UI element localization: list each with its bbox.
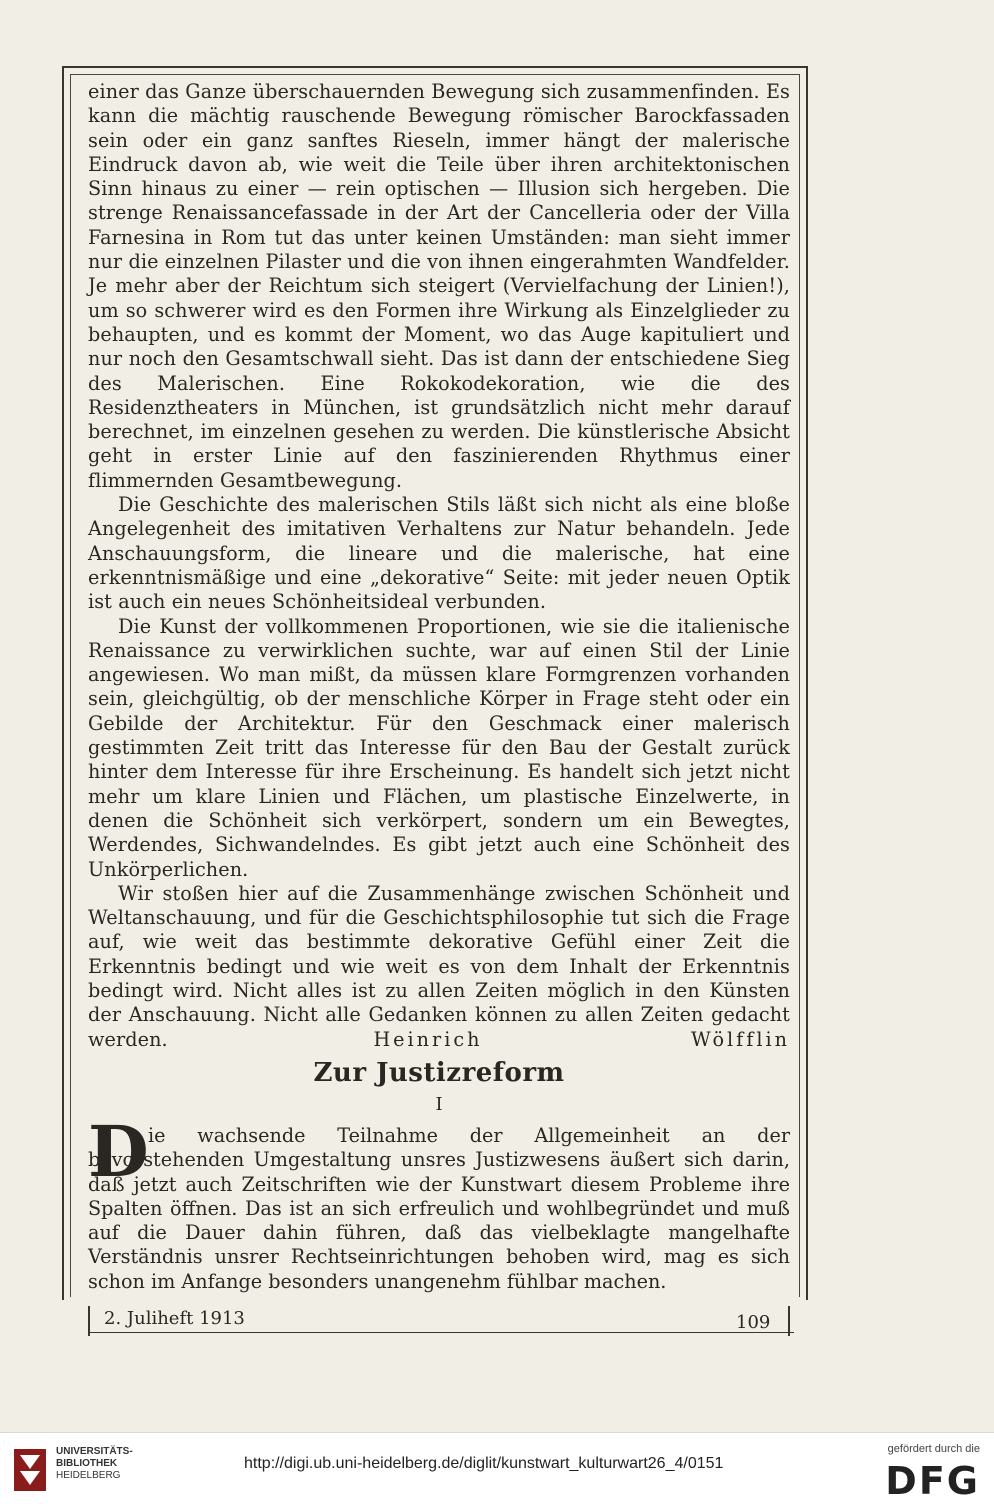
viewer-bottom-bar	[0, 1432, 994, 1507]
footer-left-bar	[88, 1306, 90, 1336]
author-signature: Heinrich Wölfflin	[373, 1027, 790, 1051]
library-line-3: HEIDELBERG	[56, 1470, 121, 1481]
dfg-logo: DFG	[885, 1459, 980, 1503]
section-body	[88, 1124, 790, 1294]
paragraph-3: Die Kunst der vollkommenen Proportionen, wie sie die italienische Renaissance zu verwirklichen suchte, war auf einen Stil der Linie angewiesen. Wo man mißt, da müssen klare Formgrenzen vorhanden sein, gleichgültig, ob der menschliche Körper in Frage steht oder ein Gebilde der Architektur. Für den Geschmack einer malerisch gestimmten Zeit tritt das Interesse für den Bau der Gestalt zurück hinter dem Interesse für ihre Erscheinung. Es handelt sich jetzt nicht mehr um klare Linien und Flächen, um plastische Einzelwerte, in denen die Schönheit sich verkörpert, sondern um ein Bewegtes, Werdendes, Sichwandelndes. Es gibt jetzt auch eine Schönheit des Unkörperlichen.	[88, 614, 790, 881]
permalink-url[interactable]: http://digi.ub.uni-heidelberg.de/diglit/kunstwart_kulturwart26_4/0151	[244, 1455, 724, 1472]
footer-issue: 2. Juliheft 1913	[104, 1308, 245, 1329]
article-text	[88, 80, 790, 1052]
footer-page-number: 109	[736, 1312, 771, 1333]
library-line-2: BIBLIOTHEK	[56, 1458, 118, 1469]
section-number: I	[435, 1094, 443, 1115]
funding-label: gefördert durch die	[887, 1443, 980, 1455]
drop-cap: D	[88, 1110, 149, 1193]
footer-right-bar	[788, 1306, 790, 1336]
paragraph-4	[88, 882, 790, 1052]
university-library-logo-icon	[12, 1447, 48, 1493]
library-line-1: UNIVERSITÄTS-	[56, 1446, 133, 1457]
paragraph-2: Die Geschichte des malerischen Stils läßt sich nicht als eine bloße Angelegenheit des imitativen Verhaltens zur Natur behandeln. Jede Anschauungsform, die lineare und die malerische, hat eine erkenntnismäßige und eine „dekorative“ Seite: mit jeder neuen Optik ist auch ein neues Schönheitsideal verbunden.	[88, 493, 790, 614]
section-paragraph	[88, 1124, 790, 1294]
paragraph-1: einer das Ganze überschauernden Bewegung sich zusammenfinden. Es kann die mächtig rauschende Bewegung römischer Barockfassaden sein oder ein ganz sanftes Rieseln, immer hängt der malerische Eindruck davon ab, wie weit die Teile über ihren architektonischen Sinn hinaus zu einer — rein optischen — Illusion sich hergeben. Die strenge Renaissancefassade in der Art der Cancelleria oder der Villa Farnesina in Rom tut das unter keinen Umständen: man sieht immer nur die einzelnen Pilaster und die von ihnen eingerahmten Wandfelder. Je mehr aber der Reichtum sich steigert (Vervielfachung der Linien!), um so schwerer wird es den Formen ihre Wirkung als Einzelglieder zu behaupten, und es kommt der Moment, wo das Auge kapituliert und nur noch den Gesamtschwall sieht. Das ist dann der entschiedene Sieg des Malerischen. Eine Rokokodekoration, wie die des Residenztheaters in München, ist grundsätzlich nicht mehr darauf berechnet, im einzelnen gesehen zu werden. Die künstlerische Absicht geht in erster Linie auf den faszinierenden Rhythmus einer flimmernden Gesamtbewegung.	[88, 80, 790, 492]
library-name	[56, 1446, 133, 1482]
paragraph-4-text: Wir stoßen hier auf die Zusammenhänge zwischen Schönheit und Weltanschauung, und für die Geschichtsphilosophie tut sich die Frage auf, wie weit das bestimmte dekorative Gefühl einer Zeit die Erkenntnis bedingt und wie weit es von dem Inhalt der Erkenntnis bedingt wird. Nicht alles ist zu allen Zeiten möglich in den Künsten der Anschauung. Nicht alle Gedanken können zu allen Zeiten gedacht werden.	[88, 881, 790, 1051]
section-paragraph-text: ie wachsende Teilnahme der Allgemeinheit an der bevorstehenden Umgestaltung unsres Justizwesens äußert sich darin, daß jetzt auch Zeitschriften wie der Kunstwart diesem Probleme ihre Spalten öffnen. Das ist an sich erfreulich und wohlbegründet und muß auf die Dauer dahin führen, daß das vielbeklagte mangelhafte Verständnis unsrer Rechtseinrichtungen behoben wird, mag es sich schon im Anfange besonders unangenehm fühlbar machen.	[88, 1124, 790, 1293]
section-title: Zur Justizreform	[313, 1058, 565, 1088]
